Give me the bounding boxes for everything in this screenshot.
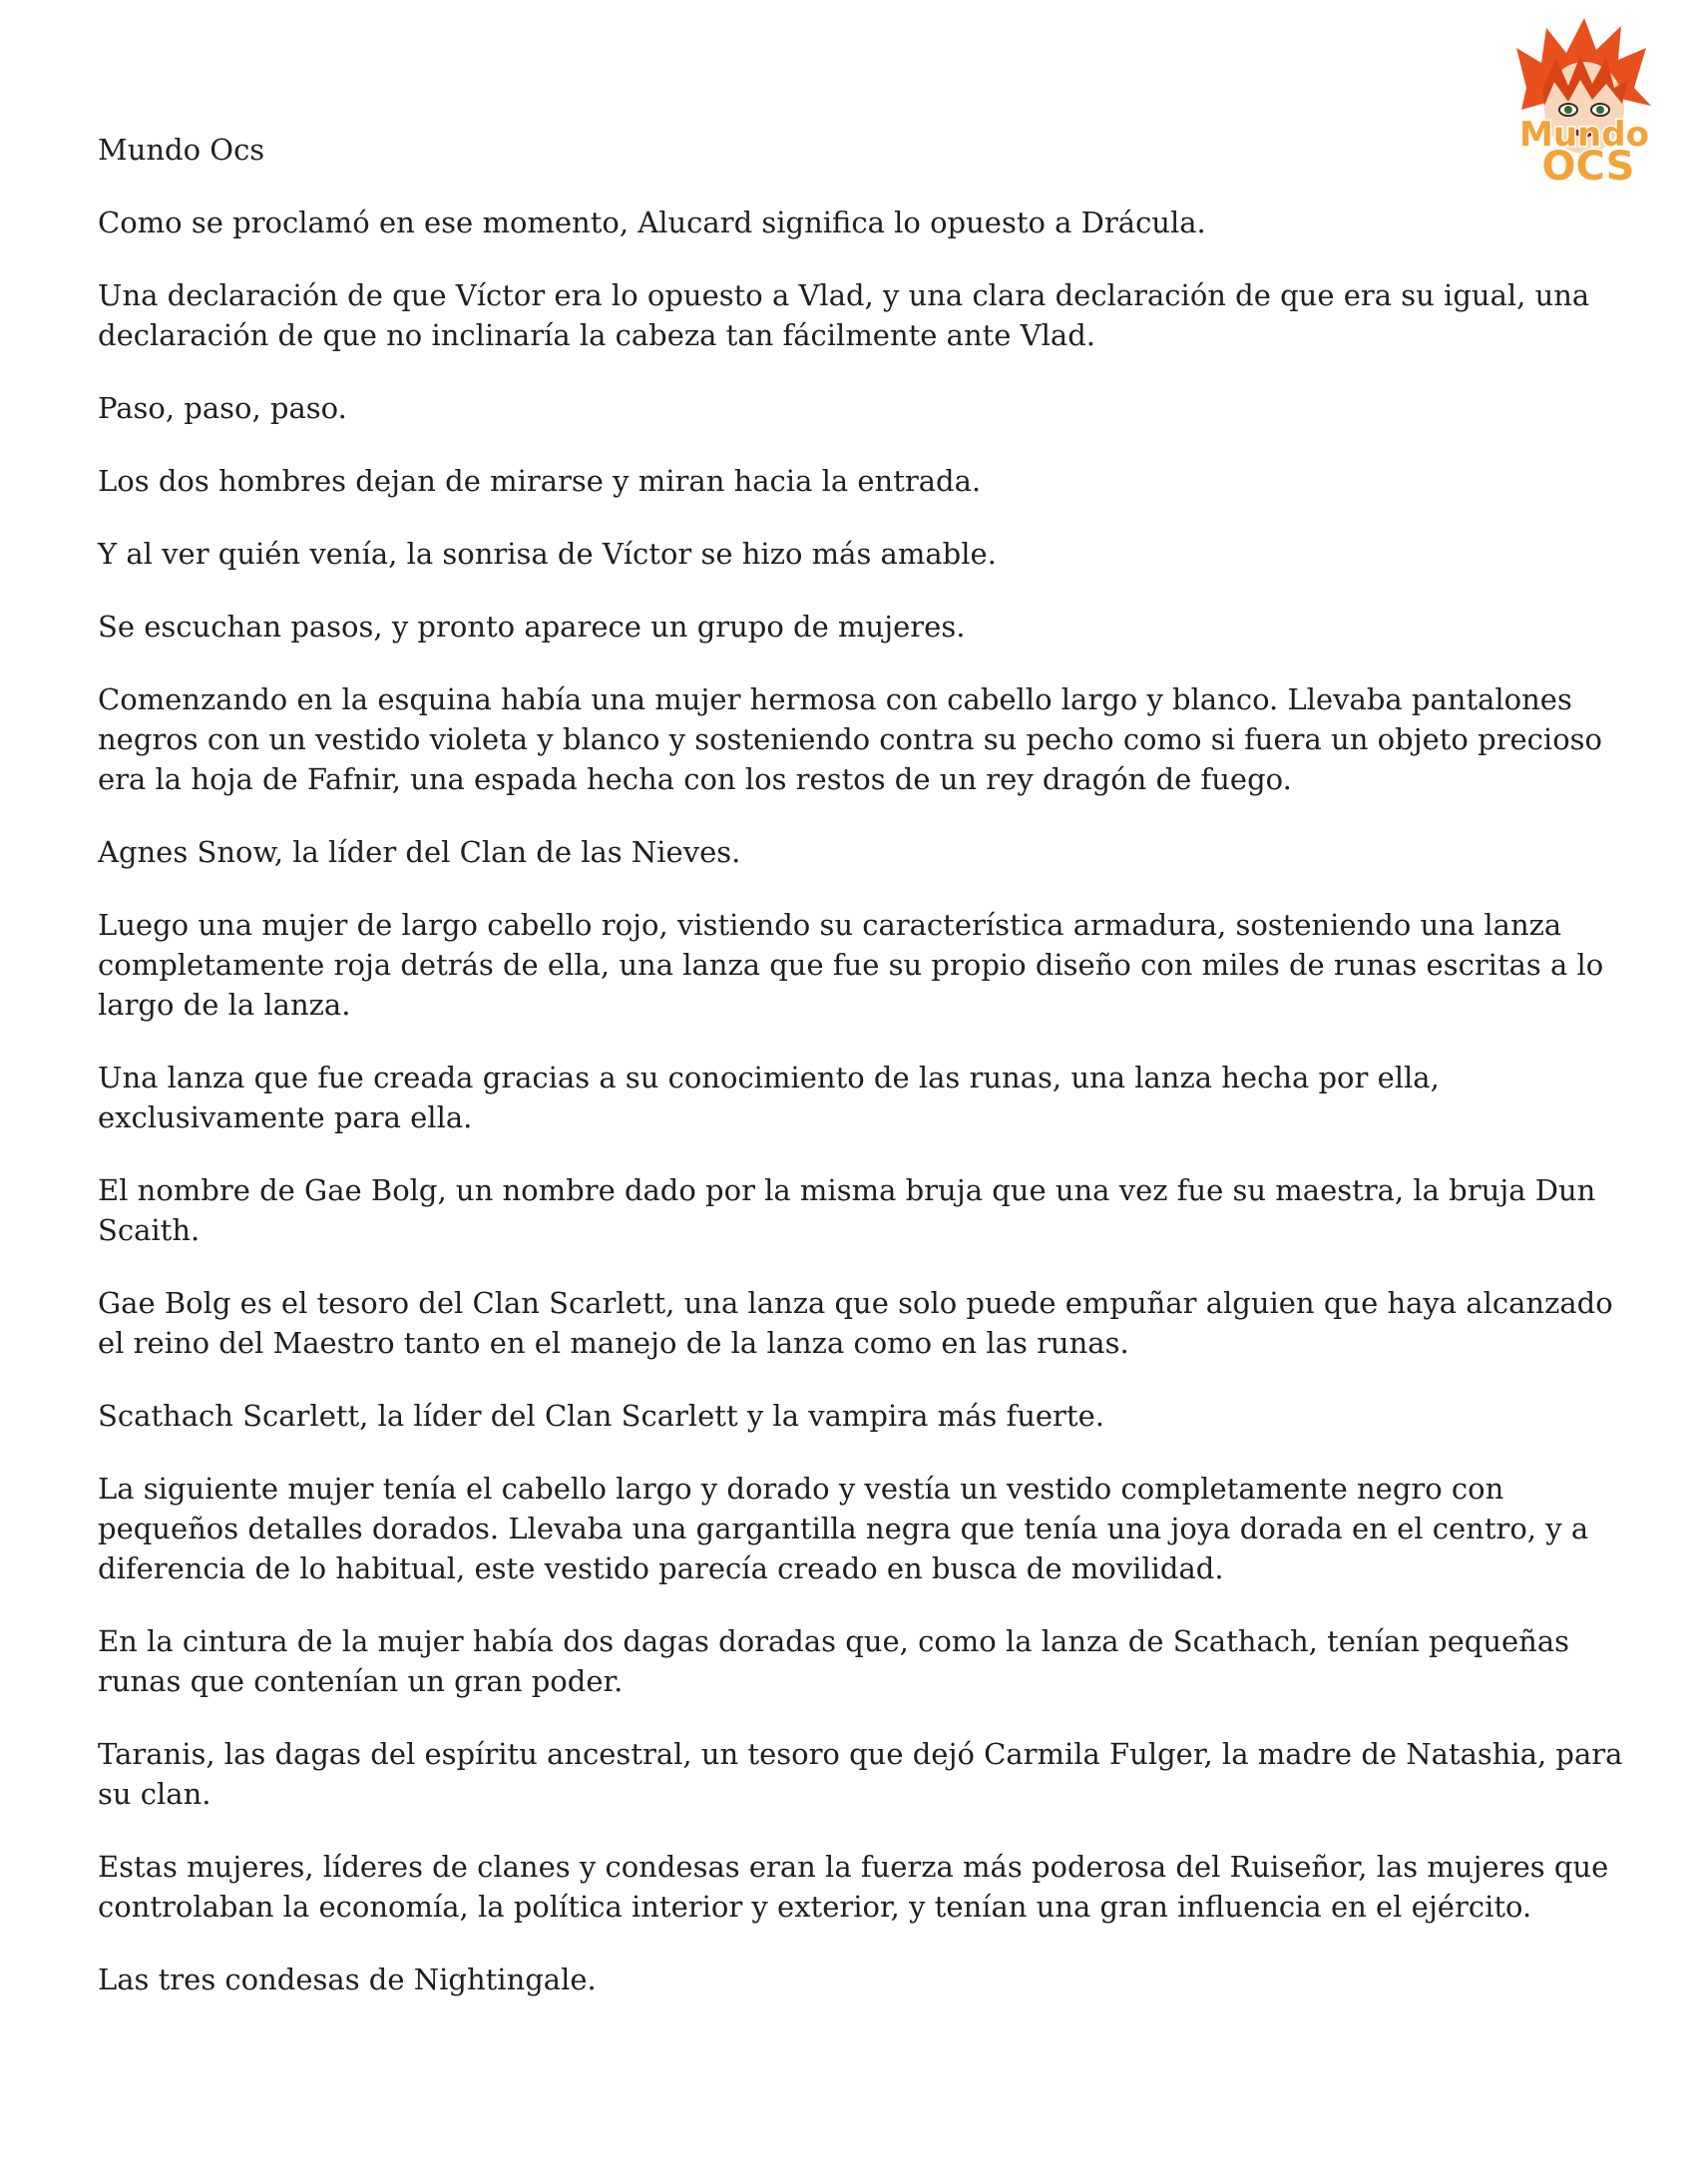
paragraph: Y al ver quién venía, la sonrisa de Víctor se hizo más amable.: [98, 537, 997, 571]
paragraph: Se escuchan pasos, y pronto aparece un grupo de mujeres.: [98, 610, 966, 644]
paragraph: En la cintura de la mujer había dos dagas doradas que, como la lanza de Scathach, tenían pequeñas runas que contenían un gran poder.: [98, 1624, 1570, 1698]
paragraph: Scathach Scarlett, la líder del Clan Scarlett y la vampira más fuerte.: [98, 1399, 1104, 1433]
paragraph: Taranis, las dagas del espíritu ancestral, un tesoro que dejó Carmila Fulger, la madre de Natashia, para su clan.: [98, 1737, 1623, 1811]
paragraph: Una declaración de que Víctor era lo opuesto a Vlad, y una clara declaración de que era su igual, una declaración de que no inclinaría la cabeza tan fácilmente ante Vlad.: [98, 278, 1590, 352]
paragraph: Agnes Snow, la líder del Clan de las Nieves.: [98, 835, 741, 869]
logo-text-top: Mundo: [1519, 115, 1649, 155]
paragraph: Una lanza que fue creada gracias a su conocimiento de las runas, una lanza hecha por ella, exclusivamente para ella.: [98, 1061, 1440, 1134]
paragraph: La siguiente mujer tenía el cabello largo y dorado y vestía un vestido completamente negro con pequeños detalles dorados. Llevaba una gargantilla negra que tenía una joya dorada en el centro, y a diferencia de lo habitual, este vestido parecía creado en busca de movilidad.: [98, 1472, 1589, 1585]
paragraph: Luego una mujer de largo cabello rojo, vistiendo su característica armadura, sosteniendo una lanza completamente roja detrás de ella, una lanza que fue su propio diseño con miles de runas escritas a lo largo de la lanza.: [98, 908, 1604, 1022]
paragraph: El nombre de Gae Bolg, un nombre dado por la misma bruja que una vez fue su maestra, la bruja Dun Scaith.: [98, 1173, 1596, 1247]
document-header: Mundo Ocs: [98, 133, 265, 167]
paragraph: Gae Bolg es el tesoro del Clan Scarlett, una lanza que solo puede empuñar alguien que haya alcanzado el reino del Maestro tanto en el manejo de la lanza como en las runas.: [98, 1286, 1613, 1360]
paragraph: Los dos hombres dejan de mirarse y miran hacia la entrada.: [98, 464, 982, 498]
paragraph: Como se proclamó en ese momento, Alucard significa lo opuesto a Drácula.: [98, 206, 1206, 239]
paragraph: Las tres condesas de Nightingale.: [98, 1963, 597, 1996]
logo-text-bottom: OCS: [1541, 144, 1635, 188]
paragraph: Estas mujeres, líderes de clanes y condesas eran la fuerza más poderosa del Ruiseñor, las mujeres que controlaban la economía, la política interior y exterior, y tenían una gran influencia en el ejército.: [98, 1850, 1609, 1924]
document-body: [98, 130, 1634, 2032]
paragraph: Comenzando en la esquina había una mujer hermosa con cabello largo y blanco. Llevaba pantalones negros con un vestido violeta y blanco y sosteniendo contra su pecho como si fuera un objeto precioso era la hoja de Fafnir, una espada hecha con los restos de un rey dragón de fuego.: [98, 682, 1602, 796]
paragraph: Paso, paso, paso.: [98, 391, 347, 425]
